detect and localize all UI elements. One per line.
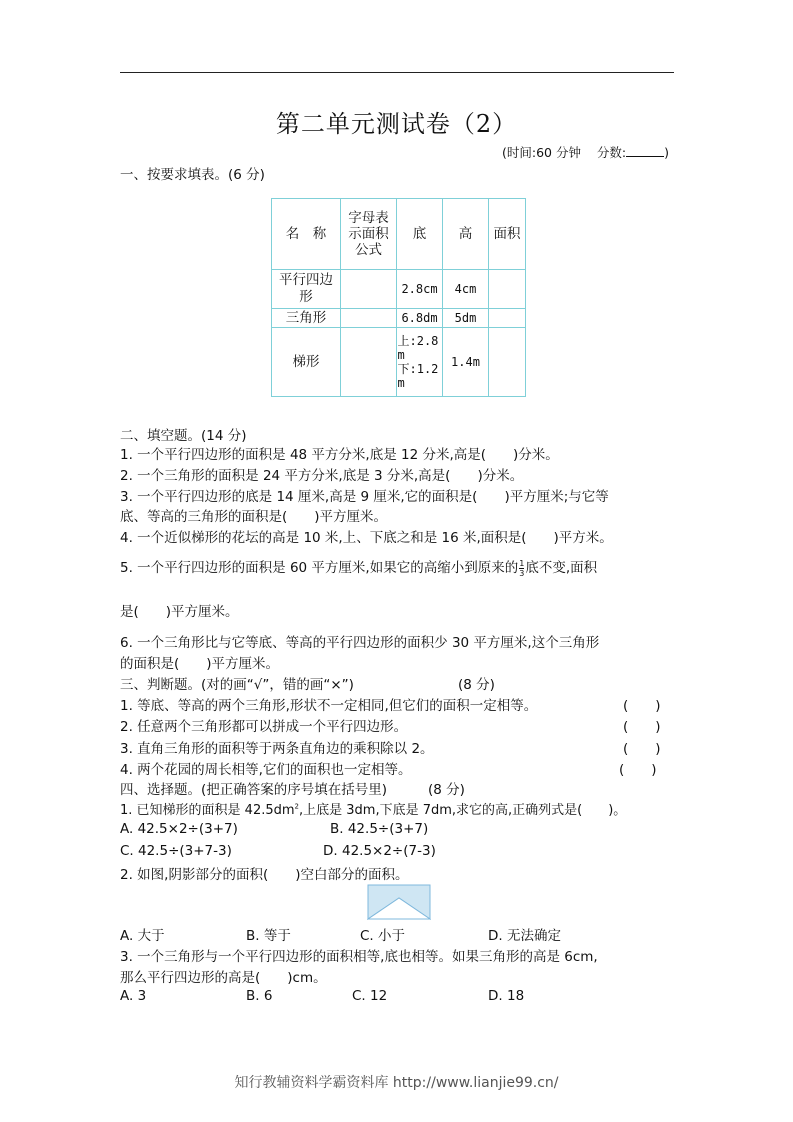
row-name-text: 平行四边形: [279, 272, 333, 305]
fill-question-4: 4. 一个近似梯形的花坛的高是 10 米,上、下底之和是 16 米,面积是( )平方米。: [120, 530, 613, 546]
cq1-sup: 2: [294, 802, 299, 811]
exam-meta: [502, 143, 669, 161]
judge-answer-3[interactable]: ( ): [623, 741, 661, 757]
fill-question-3a: 3. 一个平行四边形的底是 14 厘米,高是 9 厘米,它的面积是( )平方厘米;与它等: [120, 489, 609, 505]
section-3-heading: 三、判断题。(对的画“√”，错的画“×”): [120, 677, 354, 693]
fraction-denominator: 3: [519, 568, 525, 578]
area-cell[interactable]: [489, 309, 526, 328]
meta-close: ): [664, 145, 669, 160]
choice-question-2: 2. 如图,阴影部分的面积( )空白部分的面积。: [120, 867, 409, 883]
judge-answer-4[interactable]: ( ): [619, 762, 657, 778]
section-1-heading: 一、按要求填表。(6 分): [120, 167, 265, 183]
choice-3-option-b[interactable]: B. 6: [246, 988, 273, 1004]
header-name: 名 称: [272, 199, 341, 270]
fill-question-2: 2. 一个三角形的面积是 24 平方分米,底是 3 分米,高是( )分米。: [120, 468, 524, 484]
fraction-one-third: [519, 559, 524, 578]
time-label: (时间:60 分钟: [502, 145, 581, 160]
section-2-heading: 二、填空题。(14 分): [120, 428, 247, 444]
base-bottom: 下:1.2m: [397, 362, 439, 390]
section-4-heading: 四、选择题。(把正确答案的序号填在括号里): [120, 782, 388, 798]
choice-2-option-b[interactable]: B. 等于: [246, 928, 291, 944]
header-area: 面积: [489, 199, 526, 270]
q5-text: 5. 一个平行四边形的面积是 60 平方厘米,如果它的高缩小到原来的: [120, 560, 519, 576]
base-cell: [397, 328, 443, 397]
fill-question-5a: [120, 556, 597, 578]
choice-1-option-c[interactable]: C. 42.5÷(3+7-3): [120, 843, 232, 859]
fill-question-6b: 的面积是( )平方厘米。: [120, 656, 280, 672]
choice-question-3b: 那么平行四边形的高是( )cm。: [120, 970, 327, 986]
choice-question-3a: 3. 一个三角形与一个平行四边形的面积相等,底也相等。如果三角形的高是 6cm,: [120, 949, 598, 965]
row-name: 三角形: [272, 309, 341, 328]
height-cell: 1.4m: [443, 328, 489, 397]
header-base: 底: [397, 199, 443, 270]
choice-2-option-d[interactable]: D. 无法确定: [488, 928, 561, 944]
judge-question-1: 1. 等底、等高的两个三角形,形状不一定相同,但它们的面积一定相等。: [120, 698, 538, 714]
footer-watermark: 知行教辅资料学霸资料库 http://www.lianjie99.cn/: [234, 1075, 559, 1091]
fill-table: [271, 198, 526, 397]
score-label: 分数:: [596, 145, 627, 160]
fill-question-5c: 是( )平方厘米。: [120, 604, 239, 620]
score-blank[interactable]: [626, 144, 664, 157]
judge-answer-1[interactable]: ( ): [623, 698, 661, 714]
formula-cell[interactable]: [341, 309, 397, 328]
choice-1-option-a[interactable]: A. 42.5×2÷(3+7): [120, 821, 238, 837]
shaded-figure: [367, 884, 431, 920]
base-cell: 2.8cm: [397, 270, 443, 309]
row-name: [272, 270, 341, 309]
table-header-row: [272, 199, 526, 270]
area-cell[interactable]: [489, 328, 526, 397]
choice-1-option-b[interactable]: B. 42.5÷(3+7): [330, 821, 429, 837]
fill-question-1: 1. 一个平行四边形的面积是 48 平方分米,底是 12 分米,高是( )分米。: [120, 447, 559, 463]
choice-3-option-c[interactable]: C. 12: [352, 988, 388, 1004]
judge-question-2: 2. 任意两个三角形都可以拼成一个平行四边形。: [120, 719, 408, 735]
judge-question-3: 3. 直角三角形的面积等于两条直角边的乘积除以 2。: [120, 741, 434, 757]
area-cell[interactable]: [489, 270, 526, 309]
choice-3-option-a[interactable]: A. 3: [120, 988, 147, 1004]
choice-3-option-d[interactable]: D. 18: [488, 988, 525, 1004]
table-row: [272, 328, 526, 397]
header-rule: [120, 72, 674, 73]
base-cell: 6.8dm: [397, 309, 443, 328]
header-formula-text: 字母表示面积公式: [348, 210, 389, 258]
height-cell: 5dm: [443, 309, 489, 328]
q5-text-tail: 底不变,面积: [525, 560, 598, 576]
choice-2-option-c[interactable]: C. 小于: [360, 928, 406, 944]
cq1-text: 1. 已知梯形的面积是 42.5dm: [120, 803, 295, 818]
table-row: [272, 270, 526, 309]
formula-cell[interactable]: [341, 270, 397, 309]
choice-2-option-a[interactable]: A. 大于: [120, 928, 165, 944]
choice-1-option-d[interactable]: D. 42.5×2÷(7-3): [323, 843, 436, 859]
choice-question-1: [120, 799, 626, 818]
fill-question-3b: 底、等高的三角形的面积是( )平方厘米。: [120, 509, 388, 525]
table-row: [272, 309, 526, 328]
formula-cell[interactable]: [341, 328, 397, 397]
section-3-score: (8 分): [458, 677, 495, 693]
section-4-score: (8 分): [428, 782, 465, 798]
fraction-numerator: 1: [519, 558, 525, 568]
judge-question-4: 4. 两个花园的周长相等,它们的面积也一定相等。: [120, 762, 412, 778]
fill-question-6a: 6. 一个三角形比与它等底、等高的平行四边形的面积少 30 平方厘米,这个三角形: [120, 635, 600, 651]
row-name: 梯形: [272, 328, 341, 397]
height-cell: 4cm: [443, 270, 489, 309]
header-formula: [341, 199, 397, 270]
cq1-text-tail: ,上底是 3dm,下底是 7dm,求它的高,正确列式是( )。: [299, 803, 627, 818]
judge-answer-2[interactable]: ( ): [623, 719, 661, 735]
base-top: 上:2.8m: [397, 334, 439, 362]
header-height: 高: [443, 199, 489, 270]
page-title: 第二单元测试卷（2）: [275, 110, 518, 138]
